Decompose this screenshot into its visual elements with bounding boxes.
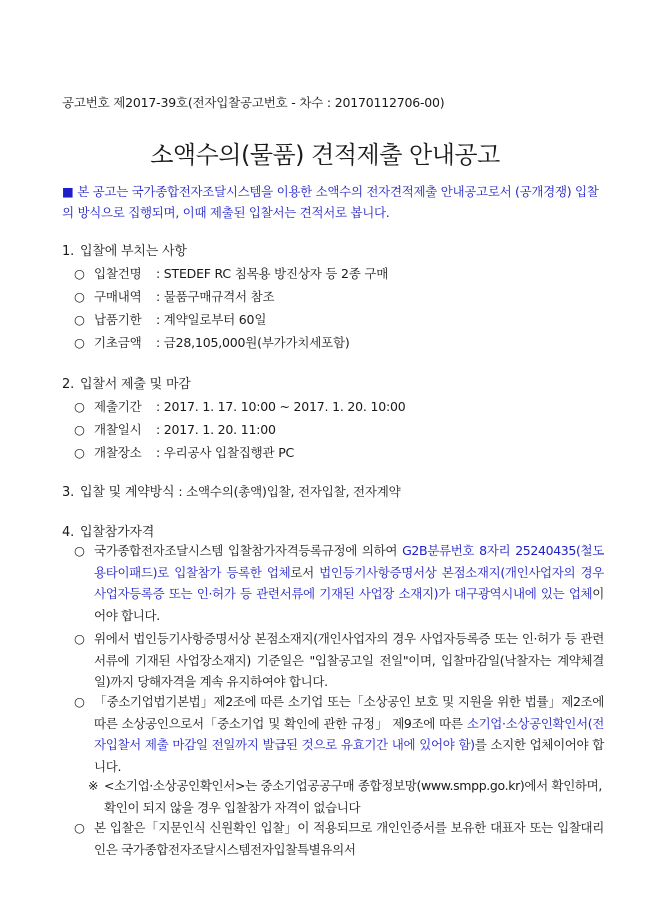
section-number: 3. (62, 485, 75, 500)
note-text: <소기업·소상공인확인서>는 중소기업공공구매 종합정보망(www.smpp.go.kr)에서 확인하며, 확인이 되지 않을 경우 입찰참가 자격이 없습니다 (104, 778, 603, 815)
item-label: 개찰일시 (94, 422, 142, 437)
section-3-heading (62, 481, 401, 500)
text-run: 로서 (290, 564, 320, 580)
item-label: 구매내역 (94, 289, 142, 304)
item-value: : STEDEF RC 침목용 방진상자 등 2종 구매 (156, 266, 389, 281)
highlight-text: (전자입찰서 제출 마감일 전일까지 발급된 것으로 유효기간 내에 있어야 함) (94, 715, 604, 752)
list-item (74, 264, 388, 282)
highlight-text: 소기업·소상공인확인서 (466, 715, 588, 731)
section-title: 입찰서 제출 및 마감 (80, 377, 191, 392)
page-title: 소액수의(물품) 견적제출 안내공고 (150, 141, 500, 169)
intro-paragraph (62, 181, 602, 223)
qualification-paragraph-3 (74, 691, 604, 777)
text-run: 를 소지한 업체이어야 합니다. (94, 737, 604, 774)
section-1-heading (62, 240, 187, 259)
highlight-text: 법인등기사항증명서상 본점소재지(개인사업자의 경우 사업자등록증 또는 인·허가 등 관련서류에 기재된 사업장 소재지)가 대구광역시내에 있는 업체 (94, 564, 605, 601)
circle-bullet-icon: ○ (74, 312, 85, 327)
circle-bullet-icon: ○ (74, 820, 85, 835)
list-item (74, 310, 266, 328)
section-number: 1. (62, 244, 75, 259)
item-value: : 금28,105,000원(부가가치세포함) (156, 335, 350, 350)
paragraph-text: 위에서 법인등기사항증명서상 본점소재지(개인사업자의 경우 사업자등록증 또는 인·허가 등 관련서류에 기재된 사업장소재지) 기준일은 "입찰공고일 전일"이며, 입찰마감일(낙찰자는 계약체결일)까지 당해자격을 계속 유지하여야 합니다. (94, 631, 604, 689)
text-run: 이어야 합니다. (94, 586, 604, 623)
section-number: 2. (62, 377, 75, 392)
item-value: : 우리공사 입찰집행관 PC (156, 445, 295, 460)
text-run: 국가종합전자조달시스템 입찰참가자격등록규정에 의하여 (94, 543, 403, 558)
highlight-text: G2B분류번호 8자리 25240435(철도용타이패드)로 입찰참가 등록한 업체 (94, 543, 604, 580)
section-title: 입찰참가자격 (80, 525, 155, 540)
circle-bullet-icon: ○ (74, 445, 85, 460)
reference-mark-icon: ※ (88, 778, 99, 793)
intro-text: 본 공고는 국가종합전자조달시스템을 이용한 소액수의 전자견적제출 안내공고로서 (공개경쟁) 입찰의 방식으로 집행되며, 이때 제출된 입찰서는 견적서로 봅니다. (62, 184, 599, 220)
circle-bullet-icon: ○ (74, 289, 85, 304)
item-label: 납품기한 (94, 312, 142, 327)
section-title: 입찰 및 계약방식 (80, 485, 175, 500)
square-bullet-icon: ■ (62, 184, 74, 199)
paragraph-text: 본 입찰은「지문인식 신원확인 입찰」이 적용되므로 개인인증서를 보유한 대표자 또는 입찰대리인은 국가종합전자조달시스템전자입찰특별유의서 (94, 820, 604, 857)
item-value: : 2017. 1. 17. 10:00 ~ 2017. 1. 20. 10:00 (156, 399, 406, 414)
list-item (74, 397, 405, 415)
list-item (74, 443, 294, 461)
text-run: 「중소기업법기본법」제2조에 따른 소기업 또는「소상공인 보호 및 지원을 위한 법률」제2조에 따른 소상공인으로서「중소기업 및 확인에 관한 규정」 제9조에 따른 (94, 694, 604, 731)
item-value: : 2017. 1. 20. 11:00 (156, 422, 276, 437)
note-paragraph (88, 775, 604, 818)
qualification-paragraph-4 (74, 817, 604, 860)
item-label: 개찰장소 (94, 445, 142, 460)
item-label: 기초금액 (94, 335, 142, 350)
circle-bullet-icon: ○ (74, 543, 85, 558)
circle-bullet-icon: ○ (74, 266, 85, 281)
circle-bullet-icon: ○ (74, 694, 85, 709)
item-value: : 계약일로부터 60일 (156, 312, 267, 327)
circle-bullet-icon: ○ (74, 631, 85, 646)
section-4-heading (62, 521, 154, 540)
circle-bullet-icon: ○ (74, 335, 85, 350)
qualification-paragraph-2 (74, 628, 604, 693)
section-title: 입찰에 부치는 사항 (80, 244, 187, 259)
circle-bullet-icon: ○ (74, 422, 85, 437)
list-item (74, 420, 276, 438)
item-value: : 물품구매규격서 참조 (156, 289, 275, 304)
list-item (74, 287, 274, 305)
section-2-heading (62, 373, 191, 392)
qualification-paragraph-1 (74, 540, 604, 626)
item-label: 입찰건명 (94, 266, 142, 281)
section-number: 4. (62, 525, 75, 540)
circle-bullet-icon: ○ (74, 399, 85, 414)
notice-number: 공고번호 제2017-39호(전자입찰공고번호 - 차수 : 20170112706-00) (62, 95, 445, 110)
item-label: 제출기간 (94, 399, 142, 414)
section-value: : 소액수의(총액)입찰, 전자입찰, 전자계약 (178, 484, 401, 499)
list-item (74, 333, 350, 351)
